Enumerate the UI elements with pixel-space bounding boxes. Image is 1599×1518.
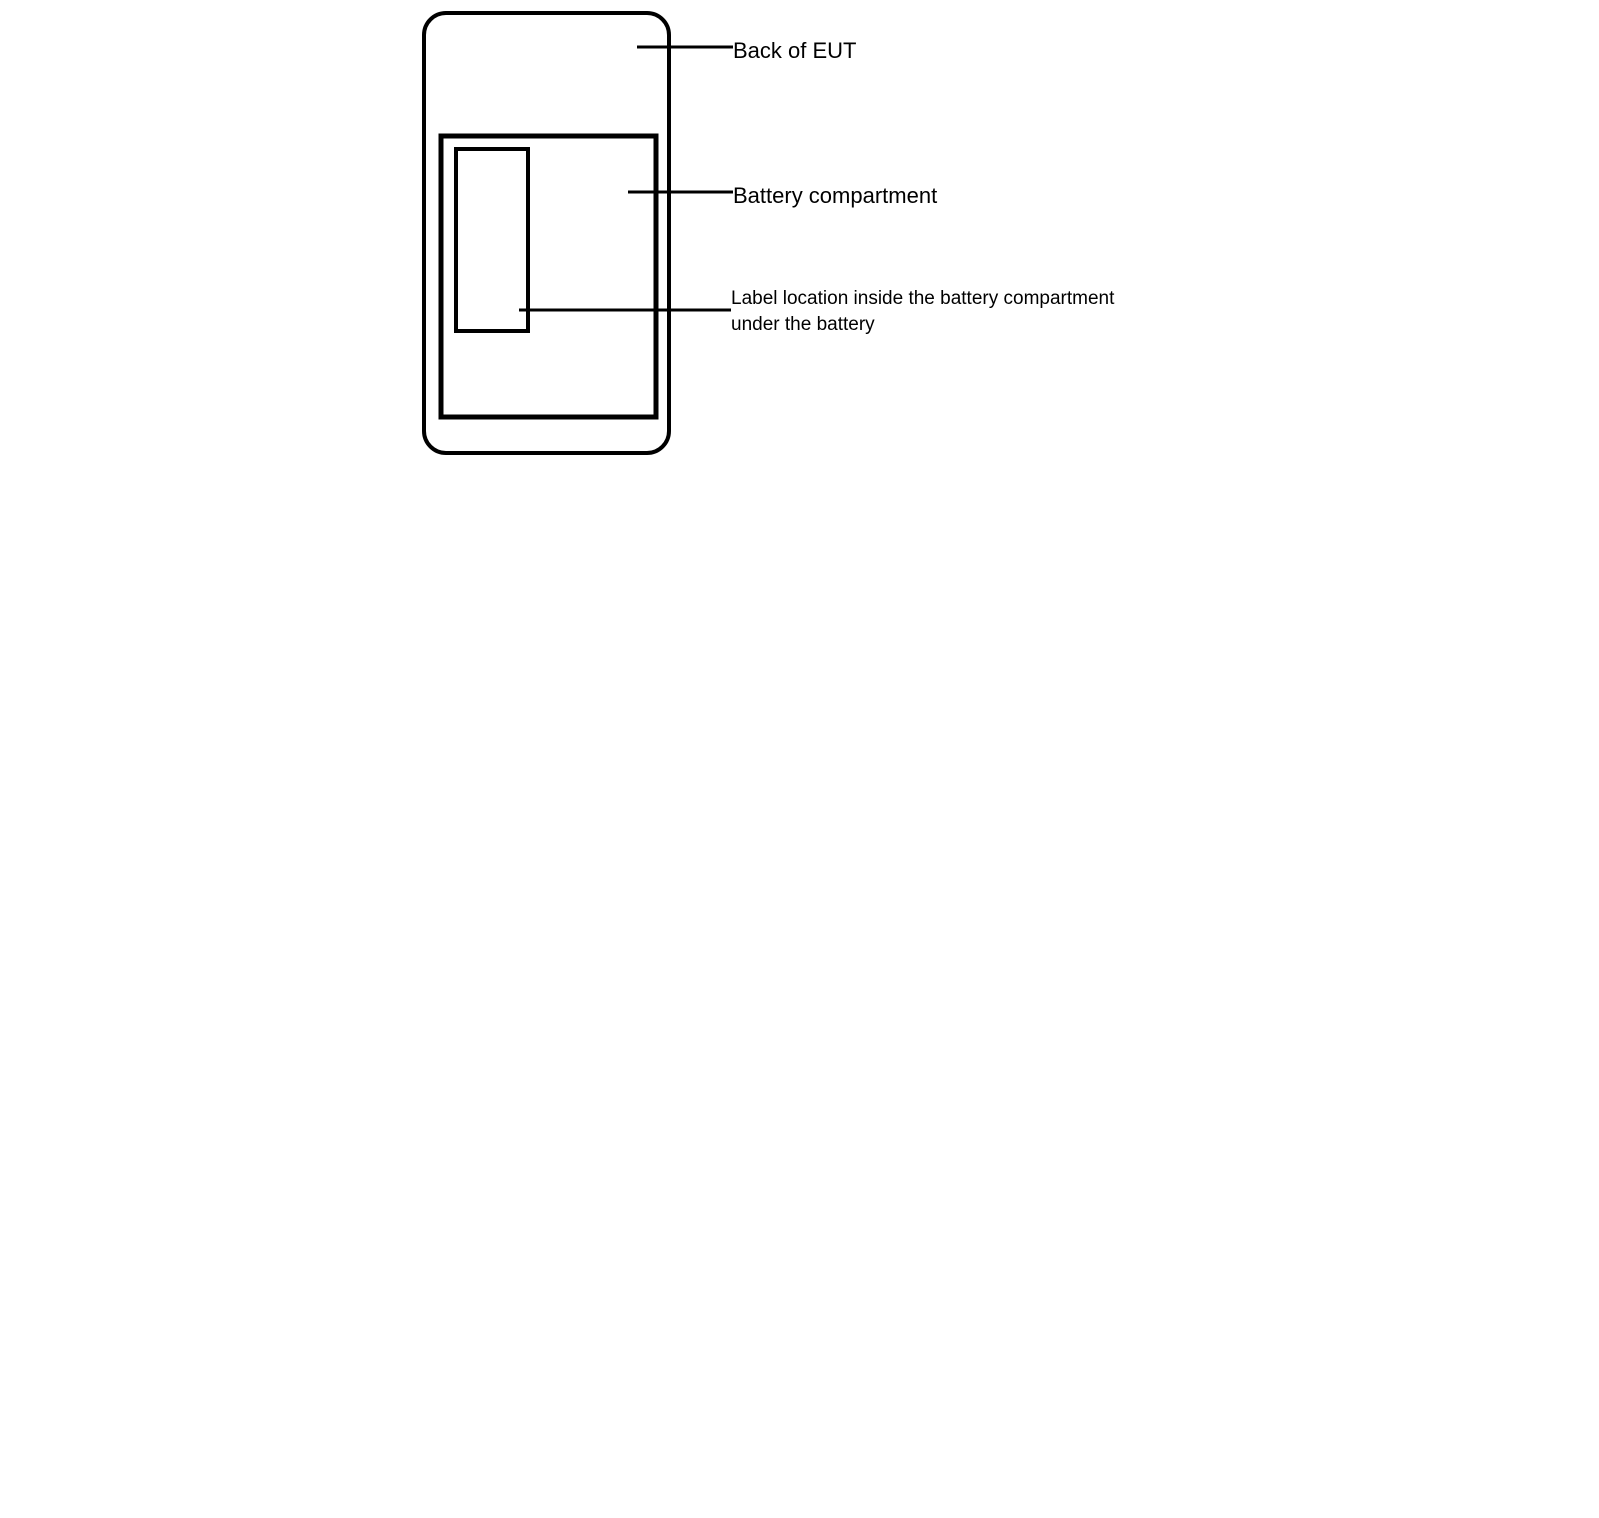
callout-label-location [731, 286, 1151, 337]
label-area-outline [456, 149, 528, 331]
callout-label-location-line1: Label location inside the battery compartment [731, 288, 1115, 309]
callout-label-location-line2: under the battery [731, 313, 875, 335]
callout-battery-compartment: Battery compartment [733, 183, 938, 208]
callout-back-of-eut: Back of EUT [733, 38, 857, 63]
